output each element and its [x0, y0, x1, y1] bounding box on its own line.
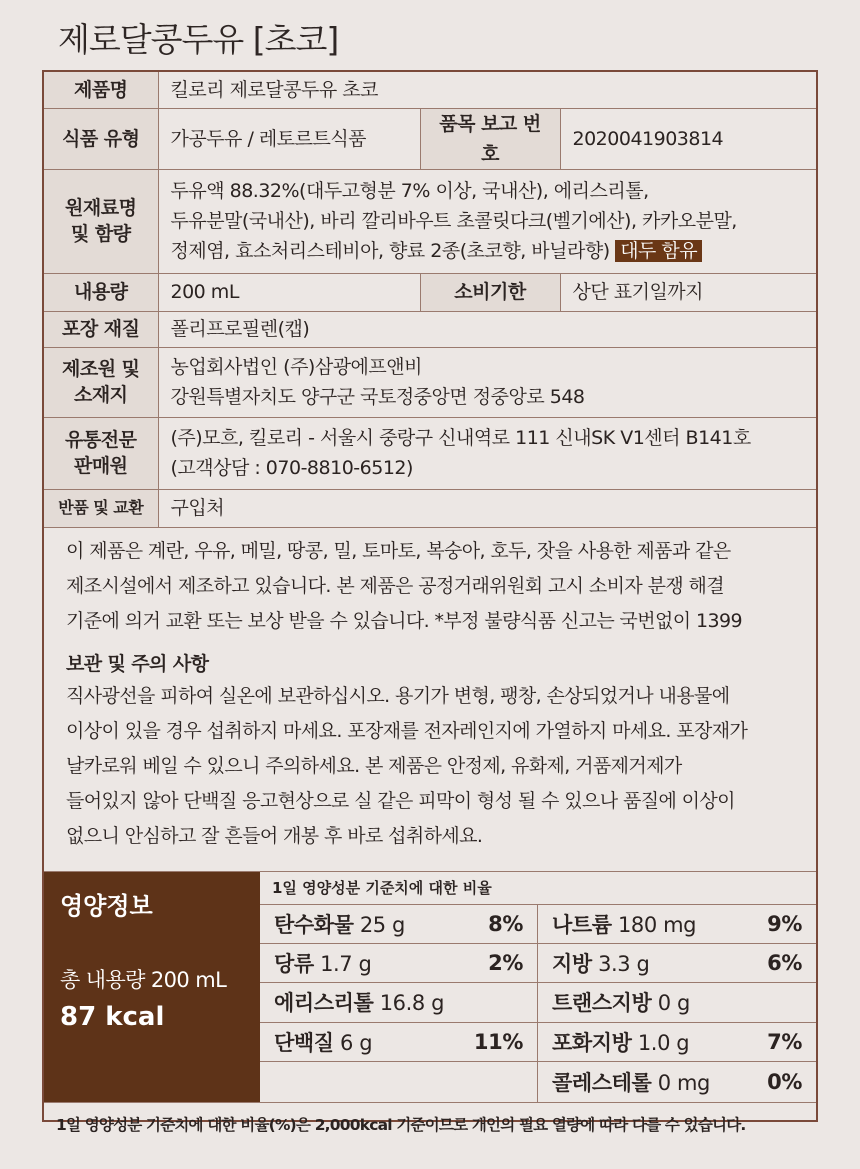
notice-line2: 제조시설에서 제조하고 있습니다. 본 제품은 공정거래위원회 고시 소비자 분쟁 해결: [66, 574, 725, 597]
maker-label: [44, 347, 158, 417]
nutrient-name-amount: 탄수화물 25 g: [274, 912, 405, 937]
ingredients-line2: 두유분말(국내산), 바리 깔리바우트 초콜릿다크(벨기에산), 카카오분말,: [170, 210, 737, 232]
ingredients: [158, 169, 816, 273]
page-title: 제로달콩두유 [초코]: [58, 20, 339, 59]
nutrient-pct: 0%: [767, 1069, 802, 1094]
nutrient-cell: [538, 944, 816, 983]
row-seller: [44, 417, 816, 489]
nutrient-name-amount: 단백질 6 g: [274, 1030, 373, 1055]
maker-line1: 농업회사법인 (주)삼광에프앤비: [170, 356, 422, 378]
row-package: [44, 311, 816, 347]
nutrition-grid: [260, 905, 816, 1102]
seller: [158, 417, 816, 489]
row-product-name: [44, 72, 816, 108]
nutrition-title: 영양정보: [60, 891, 153, 920]
nutrient-pct: 6%: [767, 951, 802, 976]
nutrition-header: 1일 영양성분 기준치에 대한 비율: [260, 872, 816, 905]
nutrient-name-amount: 나트륨 180 mg: [552, 912, 697, 937]
maker-label-line2: 소재지: [73, 384, 128, 406]
nutrient-name-amount: 트랜스지방 0 g: [552, 991, 690, 1016]
expiry: 상단 표기일까지: [560, 273, 816, 311]
expiry-label: 소비기한: [420, 273, 560, 311]
nutrient-cell: [538, 983, 816, 1022]
nutrient-pct: 7%: [767, 1029, 802, 1054]
nutrient-name-amount: 콜레스테롤 0 mg: [552, 1070, 710, 1095]
seller-line1: (주)모흐, 킬로리 - 서울시 중랑구 신내역로 111 신내SK V1센터 B141호: [170, 427, 751, 449]
nutrient-pct: 11%: [473, 1029, 523, 1054]
storage-title: 보관 및 주의 사항: [66, 652, 209, 675]
nutrient-pct: 8%: [488, 911, 523, 936]
nutrition-summary: [44, 872, 260, 1102]
nutrient-cell: [260, 983, 538, 1022]
nutrient-cell: [538, 905, 816, 944]
report-no-label: 품목 보고 번호: [420, 108, 560, 169]
nutrient-pct: 2%: [488, 951, 523, 976]
row-maker: [44, 347, 816, 417]
nutrient-cell: [260, 905, 538, 944]
nutrient-name-amount: 포화지방 1.0 g: [552, 1030, 690, 1055]
return: 구입처: [158, 489, 816, 527]
maker: [158, 347, 816, 417]
seller-label: [44, 417, 158, 489]
storage-line2: 이상이 있을 경우 섭취하지 마세요. 포장재를 전자레인지에 가열하지 마세요. 포장재가: [66, 719, 748, 742]
nutrition-panel: [44, 872, 816, 1103]
nutrient-cell: [538, 1062, 816, 1101]
maker-label-line1: 제조원 및: [61, 358, 140, 380]
volume-label: 내용량: [44, 273, 158, 311]
seller-label-line2: 판매원: [73, 455, 128, 477]
nutrient-pct: 9%: [767, 911, 802, 936]
nutrient-cell-empty: [260, 1062, 538, 1101]
seller-label-line1: 유통전문: [65, 429, 137, 451]
notice-line1: 이 제품은 계란, 우유, 메밀, 땅콩, 밀, 토마토, 복숭아, 호두, 잣을 사용한 제품과 같은: [66, 539, 731, 562]
product-info-table: [44, 72, 816, 528]
seller-line2: (고객상담 : 070-8810-6512): [170, 457, 413, 479]
label-card: [42, 70, 818, 1134]
nutrient-cell: [260, 944, 538, 983]
volume: 200 mL: [158, 273, 420, 311]
ingredients-label-line1: 원재료명: [65, 197, 137, 219]
nutrition-kcal: 87 kcal: [60, 1001, 165, 1032]
row-volume: [44, 273, 816, 311]
package-label: 포장 재질: [44, 311, 158, 347]
nutrient-name-amount: 지방 3.3 g: [552, 952, 650, 977]
nutrient-name-amount: 에리스리톨 16.8 g: [274, 991, 445, 1016]
ingredients-label: [44, 169, 158, 273]
notice-line3: 기준에 의거 교환 또는 보상 받을 수 있습니다. *부정 불량식품 신고는 국번없이 1399: [66, 609, 742, 632]
nutrition-total: 총 내용량 200 mL: [60, 967, 227, 992]
food-type: 가공두유 / 레토르트식품: [158, 108, 420, 169]
storage-line5: 없으니 안심하고 잘 흔들어 개봉 후 바로 섭취하세요.: [66, 824, 483, 847]
maker-line2: 강원특별자치도 양구군 국토정중앙면 정중앙로 548: [170, 386, 585, 408]
ingredients-line3-text: 정제염, 효소처리스테비아, 향료 2종(초코향, 바닐라향): [170, 240, 610, 262]
report-no: 2020041903814: [560, 108, 816, 169]
nutrition-footnote: 1일 영양성분 기준치에 대한 비율(%)은 2,000kcal 기준이므로 개인의 필요 열량에 따라 다를 수 있습니다.: [56, 1115, 746, 1134]
return-label: 반품 및 교환: [44, 489, 158, 527]
row-ingredients: [44, 169, 816, 273]
storage-line4: 들어있지 않아 단백질 응고현상으로 실 같은 피막이 형성 될 수 있으나 품질에 이상이: [66, 789, 735, 812]
product-name: 킬로리 제로달콩두유 초코: [158, 72, 816, 108]
storage-line3: 날카로워 베일 수 있으니 주의하세요. 본 제품은 안정제, 유화제, 거품제거제가: [66, 754, 682, 777]
ingredients-line1: 두유액 88.32%(대두고형분 7% 이상, 국내산), 에리스리톨,: [170, 180, 649, 202]
row-return: [44, 489, 816, 527]
row-food-type: [44, 108, 816, 169]
ingredients-line3: [171, 236, 805, 266]
ingredients-label-line2: 및 함량: [70, 223, 131, 245]
nutrient-cell: [538, 1023, 816, 1062]
notice-section: [44, 528, 816, 872]
package: 폴리프로필렌(캡): [158, 311, 816, 347]
allergy-badge: 대두 함유: [615, 240, 702, 262]
storage-line1: 직사광선을 피하여 실온에 보관하십시오. 용기가 변형, 팽창, 손상되었거나 내용물에: [66, 684, 730, 707]
product-name-label: 제품명: [44, 72, 158, 108]
nutrition-table: [260, 872, 816, 1102]
food-type-label: 식품 유형: [44, 108, 158, 169]
nutrient-cell: [260, 1023, 538, 1062]
nutrient-name-amount: 당류 1.7 g: [274, 952, 372, 977]
